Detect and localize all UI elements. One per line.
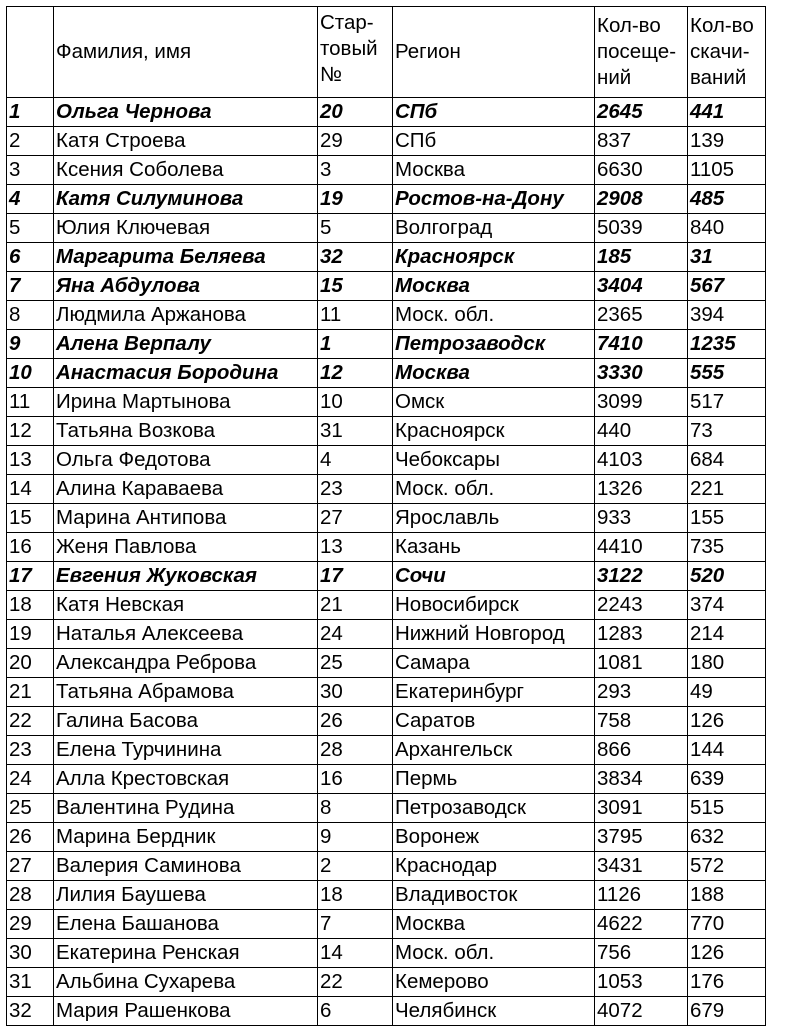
cell-name: Катя Силуминова: [54, 185, 318, 214]
cell-rank: 31: [7, 968, 54, 997]
cell-rank: 10: [7, 359, 54, 388]
table-row: [7, 649, 766, 678]
cell-visits: 7410: [595, 330, 688, 359]
cell-region: Красноярск: [393, 417, 595, 446]
cell-name: Ольга Чернова: [54, 98, 318, 127]
cell-downloads: 214: [688, 620, 766, 649]
cell-rank: 25: [7, 794, 54, 823]
cell-rank: 15: [7, 504, 54, 533]
cell-downloads: 139: [688, 127, 766, 156]
cell-start-number: 17: [318, 562, 393, 591]
cell-name: Татьяна Абрамова: [54, 678, 318, 707]
cell-region: Владивосток: [393, 881, 595, 910]
cell-visits: 1326: [595, 475, 688, 504]
cell-visits: 293: [595, 678, 688, 707]
cell-downloads: 73: [688, 417, 766, 446]
cell-visits: 3795: [595, 823, 688, 852]
cell-name: Альбина Сухарева: [54, 968, 318, 997]
cell-start-number: 12: [318, 359, 393, 388]
cell-downloads: 188: [688, 881, 766, 910]
cell-downloads: 180: [688, 649, 766, 678]
cell-region: Саратов: [393, 707, 595, 736]
table-row: [7, 243, 766, 272]
cell-region: Кемерово: [393, 968, 595, 997]
cell-name: Яна Абдулова: [54, 272, 318, 301]
cell-region: Моск. обл.: [393, 939, 595, 968]
cell-visits: 866: [595, 736, 688, 765]
cell-rank: 13: [7, 446, 54, 475]
cell-start-number: 18: [318, 881, 393, 910]
cell-rank: 29: [7, 910, 54, 939]
cell-region: Чебоксары: [393, 446, 595, 475]
cell-visits: 4103: [595, 446, 688, 475]
cell-region: Красноярск: [393, 243, 595, 272]
cell-downloads: 441: [688, 98, 766, 127]
cell-region: Сочи: [393, 562, 595, 591]
cell-name: Елена Турчинина: [54, 736, 318, 765]
cell-rank: 4: [7, 185, 54, 214]
cell-name: Галина Басова: [54, 707, 318, 736]
cell-region: Омск: [393, 388, 595, 417]
cell-region: Воронеж: [393, 823, 595, 852]
table-row: [7, 997, 766, 1026]
cell-downloads: 485: [688, 185, 766, 214]
cell-start-number: 7: [318, 910, 393, 939]
header-rank: [7, 7, 54, 98]
cell-region: Краснодар: [393, 852, 595, 881]
cell-downloads: 144: [688, 736, 766, 765]
table-row: [7, 359, 766, 388]
cell-start-number: 8: [318, 794, 393, 823]
cell-visits: 1283: [595, 620, 688, 649]
cell-name: Татьяна Возкова: [54, 417, 318, 446]
cell-region: Моск. обл.: [393, 301, 595, 330]
table-row: [7, 127, 766, 156]
cell-downloads: 515: [688, 794, 766, 823]
cell-rank: 3: [7, 156, 54, 185]
cell-name: Марина Бердник: [54, 823, 318, 852]
cell-downloads: 572: [688, 852, 766, 881]
cell-downloads: 684: [688, 446, 766, 475]
cell-visits: 440: [595, 417, 688, 446]
cell-rank: 23: [7, 736, 54, 765]
table-row: [7, 185, 766, 214]
cell-start-number: 26: [318, 707, 393, 736]
table-row: [7, 156, 766, 185]
cell-start-number: 25: [318, 649, 393, 678]
table-row: [7, 388, 766, 417]
cell-start-number: 9: [318, 823, 393, 852]
cell-visits: 3431: [595, 852, 688, 881]
cell-name: Мария Рашенкова: [54, 997, 318, 1026]
cell-downloads: 840: [688, 214, 766, 243]
table-row: [7, 591, 766, 620]
cell-name: Алена Верпалу: [54, 330, 318, 359]
cell-visits: 1053: [595, 968, 688, 997]
cell-region: Архангельск: [393, 736, 595, 765]
cell-start-number: 16: [318, 765, 393, 794]
table-row: [7, 417, 766, 446]
cell-region: СПб: [393, 127, 595, 156]
cell-region: Петрозаводск: [393, 794, 595, 823]
cell-region: Ярославль: [393, 504, 595, 533]
cell-region: Екатеринбург: [393, 678, 595, 707]
cell-start-number: 11: [318, 301, 393, 330]
cell-region: Петрозаводск: [393, 330, 595, 359]
cell-name: Катя Строева: [54, 127, 318, 156]
cell-downloads: 555: [688, 359, 766, 388]
cell-name: Марина Антипова: [54, 504, 318, 533]
cell-rank: 26: [7, 823, 54, 852]
cell-visits: 758: [595, 707, 688, 736]
header-region: Регион: [393, 7, 595, 98]
cell-name: Ольга Федотова: [54, 446, 318, 475]
cell-name: Валентина Рудина: [54, 794, 318, 823]
cell-rank: 7: [7, 272, 54, 301]
cell-rank: 1: [7, 98, 54, 127]
cell-rank: 14: [7, 475, 54, 504]
cell-region: Москва: [393, 272, 595, 301]
cell-rank: 2: [7, 127, 54, 156]
table-row: [7, 446, 766, 475]
cell-downloads: 155: [688, 504, 766, 533]
cell-start-number: 20: [318, 98, 393, 127]
cell-downloads: 632: [688, 823, 766, 852]
cell-start-number: 21: [318, 591, 393, 620]
cell-start-number: 3: [318, 156, 393, 185]
cell-visits: 4410: [595, 533, 688, 562]
cell-name: Ксения Соболева: [54, 156, 318, 185]
table-row: [7, 301, 766, 330]
cell-visits: 3099: [595, 388, 688, 417]
cell-start-number: 19: [318, 185, 393, 214]
cell-downloads: 639: [688, 765, 766, 794]
table-row: [7, 794, 766, 823]
header-name: Фамилия, имя: [54, 7, 318, 98]
table-row: [7, 562, 766, 591]
cell-start-number: 28: [318, 736, 393, 765]
cell-visits: 2243: [595, 591, 688, 620]
cell-visits: 933: [595, 504, 688, 533]
table-row: [7, 620, 766, 649]
header-row: [7, 7, 766, 98]
table-row: [7, 330, 766, 359]
cell-name: Людмила Аржанова: [54, 301, 318, 330]
cell-name: Алла Крестовская: [54, 765, 318, 794]
cell-rank: 20: [7, 649, 54, 678]
cell-rank: 9: [7, 330, 54, 359]
table-row: [7, 533, 766, 562]
cell-region: Москва: [393, 359, 595, 388]
cell-visits: 3091: [595, 794, 688, 823]
cell-rank: 28: [7, 881, 54, 910]
table-row: [7, 910, 766, 939]
cell-region: Нижний Новгород: [393, 620, 595, 649]
cell-downloads: 49: [688, 678, 766, 707]
header-downloads: Кол-во скачи-ваний: [688, 7, 766, 98]
cell-start-number: 27: [318, 504, 393, 533]
cell-region: Пермь: [393, 765, 595, 794]
cell-downloads: 517: [688, 388, 766, 417]
cell-region: Казань: [393, 533, 595, 562]
cell-rank: 5: [7, 214, 54, 243]
table-row: [7, 823, 766, 852]
table-row: [7, 852, 766, 881]
cell-start-number: 6: [318, 997, 393, 1026]
cell-visits: 2365: [595, 301, 688, 330]
cell-rank: 17: [7, 562, 54, 591]
cell-name: Елена Башанова: [54, 910, 318, 939]
header-visits: Кол-во посеще-ний: [595, 7, 688, 98]
cell-name: Анастасия Бородина: [54, 359, 318, 388]
cell-start-number: 14: [318, 939, 393, 968]
cell-visits: 6630: [595, 156, 688, 185]
cell-name: Екатерина Ренская: [54, 939, 318, 968]
cell-start-number: 5: [318, 214, 393, 243]
cell-start-number: 22: [318, 968, 393, 997]
table-row: [7, 475, 766, 504]
cell-region: Москва: [393, 156, 595, 185]
cell-visits: 1126: [595, 881, 688, 910]
cell-region: Самара: [393, 649, 595, 678]
table-row: [7, 939, 766, 968]
cell-start-number: 1: [318, 330, 393, 359]
cell-visits: 1081: [595, 649, 688, 678]
cell-start-number: 2: [318, 852, 393, 881]
cell-start-number: 13: [318, 533, 393, 562]
cell-rank: 16: [7, 533, 54, 562]
cell-downloads: 679: [688, 997, 766, 1026]
cell-start-number: 24: [318, 620, 393, 649]
cell-rank: 22: [7, 707, 54, 736]
cell-visits: 3834: [595, 765, 688, 794]
cell-downloads: 31: [688, 243, 766, 272]
cell-visits: 3122: [595, 562, 688, 591]
cell-visits: 3330: [595, 359, 688, 388]
cell-name: Наталья Алексеева: [54, 620, 318, 649]
table-row: [7, 968, 766, 997]
cell-rank: 12: [7, 417, 54, 446]
cell-region: Моск. обл.: [393, 475, 595, 504]
cell-downloads: 770: [688, 910, 766, 939]
cell-rank: 21: [7, 678, 54, 707]
cell-start-number: 32: [318, 243, 393, 272]
cell-downloads: 1235: [688, 330, 766, 359]
header-start-number: Стар-товый №: [318, 7, 393, 98]
cell-downloads: 126: [688, 939, 766, 968]
cell-visits: 4622: [595, 910, 688, 939]
table-row: [7, 765, 766, 794]
cell-region: Ростов-на-Дону: [393, 185, 595, 214]
cell-rank: 24: [7, 765, 54, 794]
cell-downloads: 1105: [688, 156, 766, 185]
cell-rank: 18: [7, 591, 54, 620]
cell-name: Маргарита Беляева: [54, 243, 318, 272]
cell-region: Челябинск: [393, 997, 595, 1026]
cell-visits: 4072: [595, 997, 688, 1026]
cell-visits: 2908: [595, 185, 688, 214]
cell-downloads: 374: [688, 591, 766, 620]
cell-region: Москва: [393, 910, 595, 939]
cell-name: Лилия Баушева: [54, 881, 318, 910]
table-row: [7, 98, 766, 127]
cell-region: Новосибирск: [393, 591, 595, 620]
cell-name: Алина Караваева: [54, 475, 318, 504]
cell-start-number: 23: [318, 475, 393, 504]
table-row: [7, 881, 766, 910]
cell-downloads: 126: [688, 707, 766, 736]
cell-region: СПб: [393, 98, 595, 127]
cell-downloads: 221: [688, 475, 766, 504]
cell-rank: 30: [7, 939, 54, 968]
table-row: [7, 678, 766, 707]
cell-start-number: 4: [318, 446, 393, 475]
cell-name: Женя Павлова: [54, 533, 318, 562]
cell-visits: 5039: [595, 214, 688, 243]
cell-visits: 2645: [595, 98, 688, 127]
results-body: [7, 98, 766, 1026]
table-row: [7, 272, 766, 301]
cell-rank: 6: [7, 243, 54, 272]
cell-start-number: 10: [318, 388, 393, 417]
table-row: [7, 504, 766, 533]
cell-region: Волгоград: [393, 214, 595, 243]
results-table: [6, 6, 766, 1026]
cell-downloads: 567: [688, 272, 766, 301]
cell-visits: 3404: [595, 272, 688, 301]
cell-rank: 8: [7, 301, 54, 330]
cell-rank: 32: [7, 997, 54, 1026]
cell-downloads: 394: [688, 301, 766, 330]
table-row: [7, 736, 766, 765]
cell-rank: 11: [7, 388, 54, 417]
cell-start-number: 31: [318, 417, 393, 446]
cell-rank: 27: [7, 852, 54, 881]
cell-downloads: 176: [688, 968, 766, 997]
cell-start-number: 29: [318, 127, 393, 156]
cell-name: Юлия Ключевая: [54, 214, 318, 243]
cell-start-number: 15: [318, 272, 393, 301]
cell-name: Евгения Жуковская: [54, 562, 318, 591]
cell-visits: 185: [595, 243, 688, 272]
cell-start-number: 30: [318, 678, 393, 707]
table-row: [7, 707, 766, 736]
cell-name: Катя Невская: [54, 591, 318, 620]
cell-rank: 19: [7, 620, 54, 649]
cell-name: Ирина Мартынова: [54, 388, 318, 417]
cell-visits: 756: [595, 939, 688, 968]
cell-name: Валерия Саминова: [54, 852, 318, 881]
cell-visits: 837: [595, 127, 688, 156]
cell-name: Александра Реброва: [54, 649, 318, 678]
table-row: [7, 214, 766, 243]
cell-downloads: 735: [688, 533, 766, 562]
cell-downloads: 520: [688, 562, 766, 591]
